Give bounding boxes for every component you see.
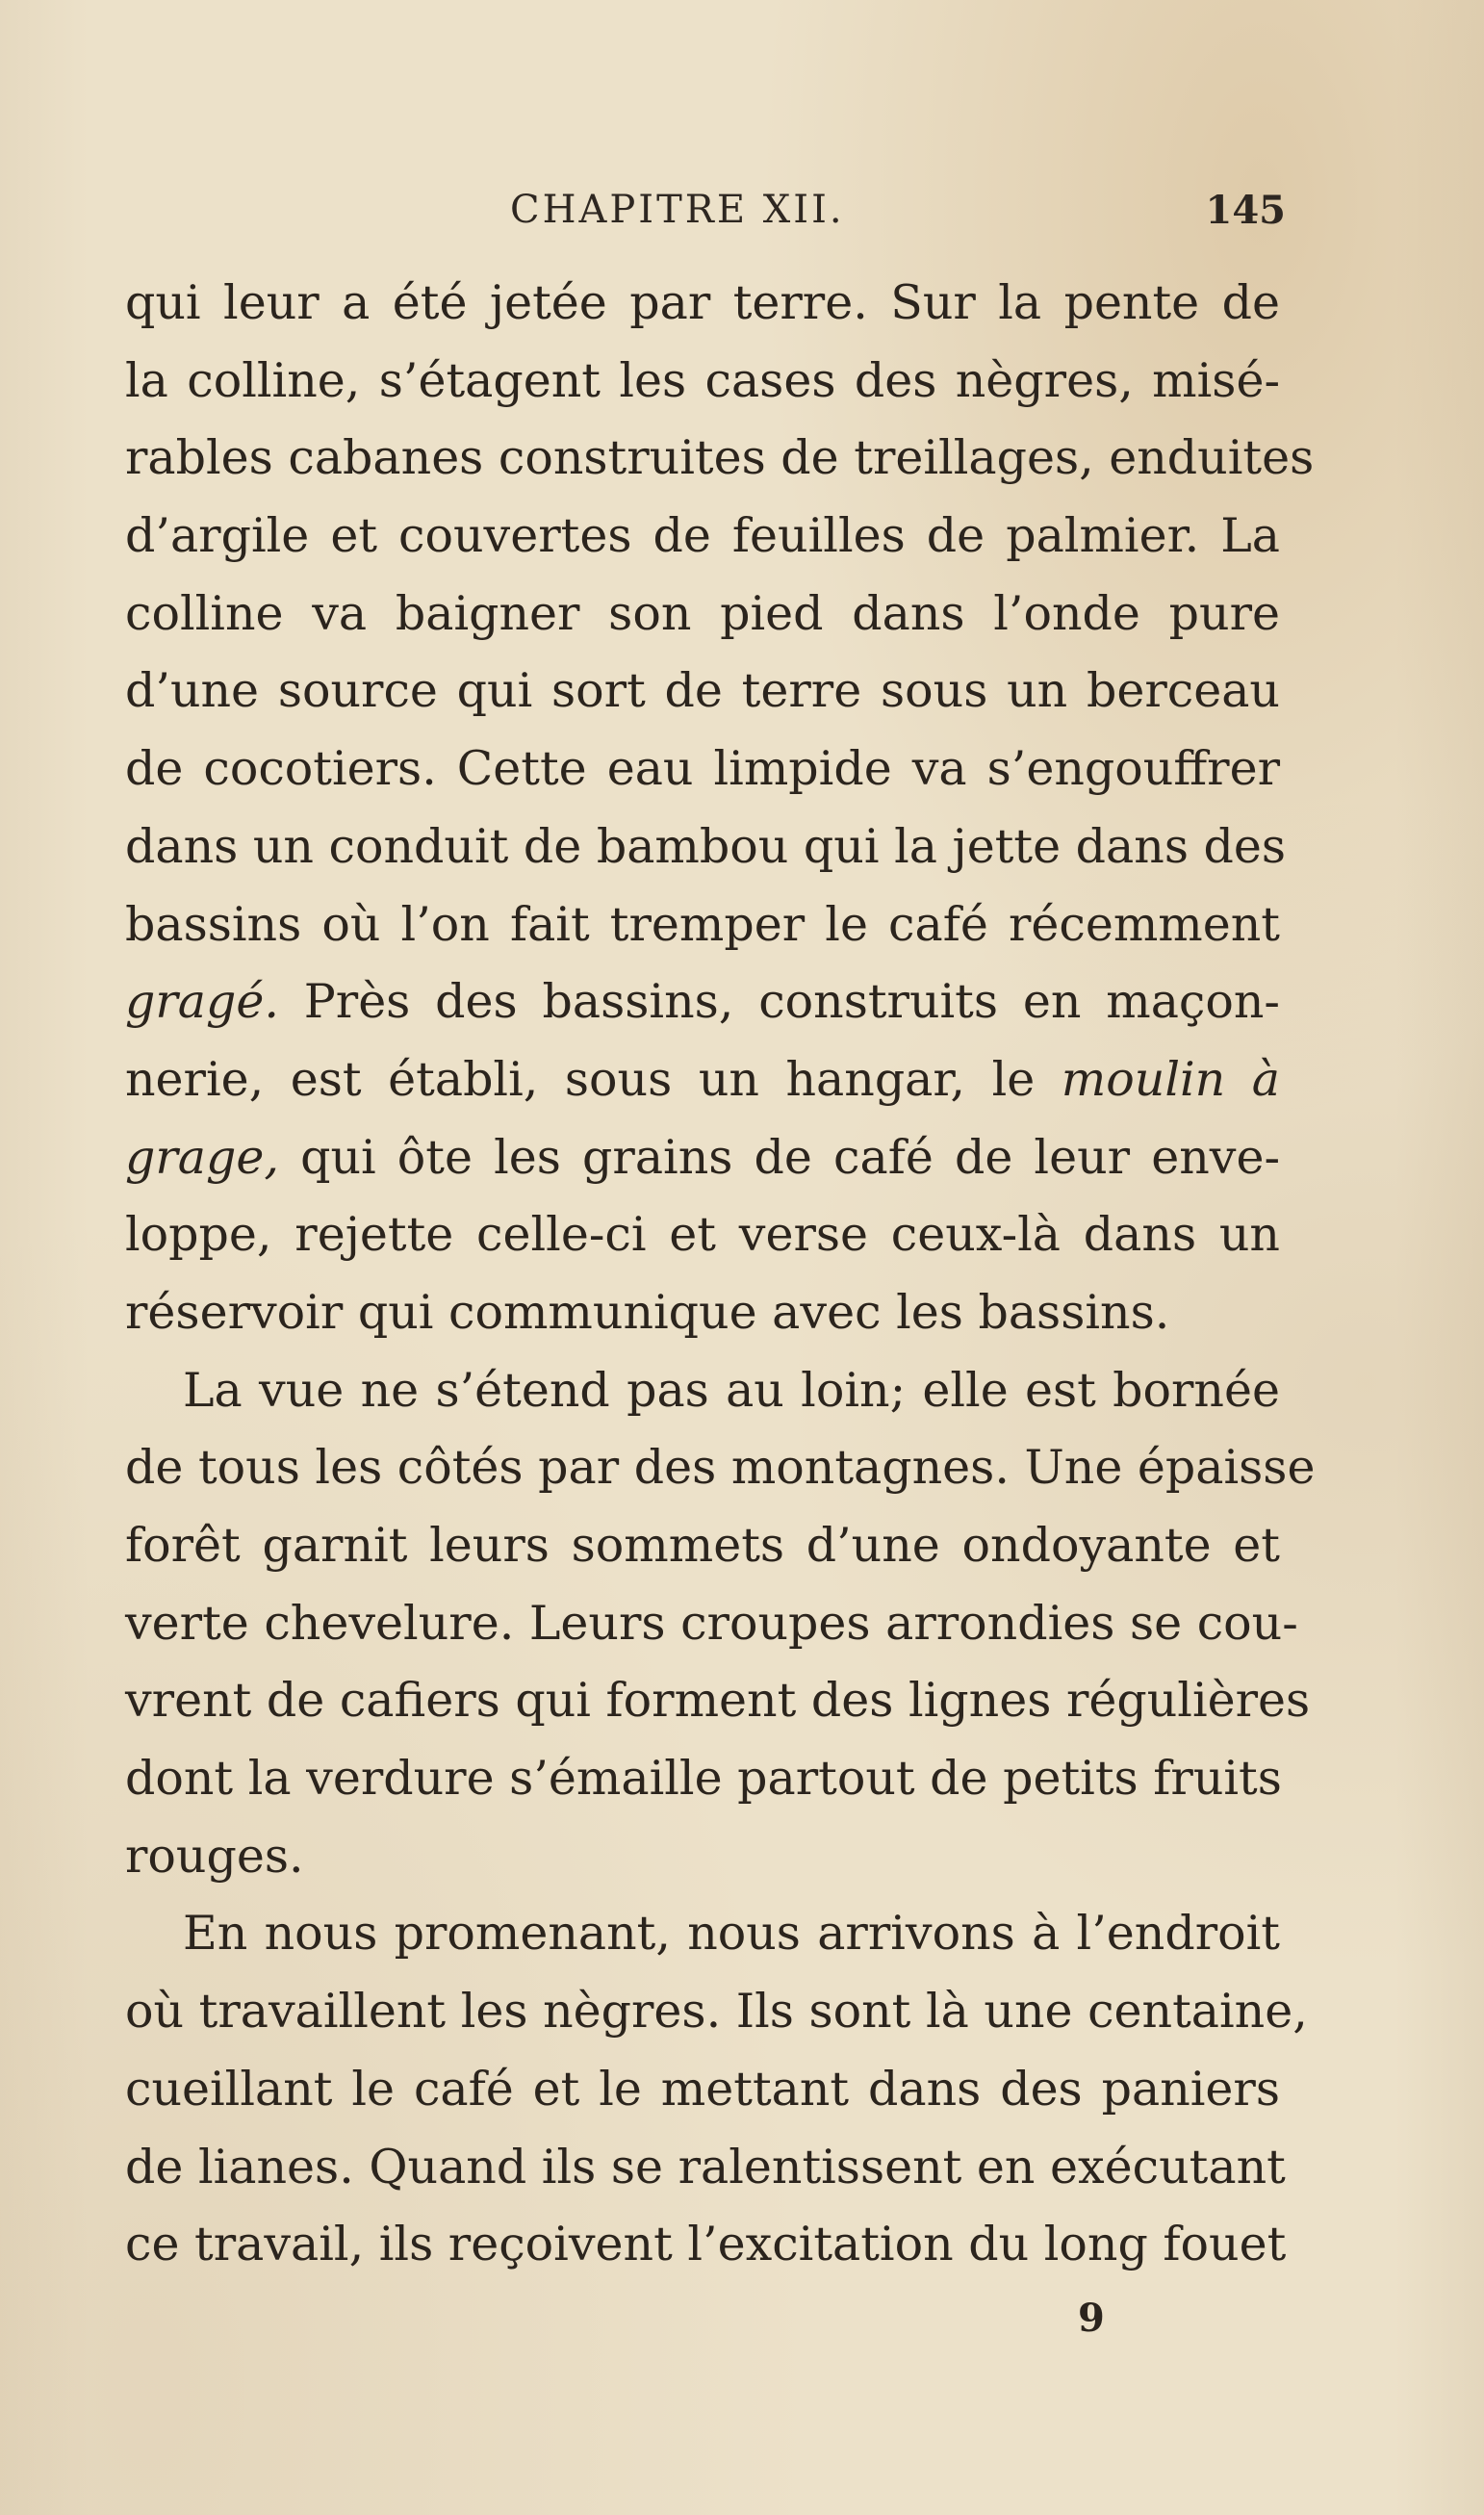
text-line <box>125 1119 1280 1197</box>
text-line: qui leur a été jetée par terre. Sur la pente de <box>125 275 1280 330</box>
text-line: la colline, s’étagent les cases des nègres, misé- <box>125 352 1280 408</box>
text-line: où travaillent les nègres. Ils sont là une centaine, <box>125 1984 1308 2040</box>
text-line: cueillant le café et le mettant dans des paniers <box>125 2061 1280 2117</box>
text-line: ce travail, ils reçoivent l’excitation du long fouet <box>125 2217 1287 2272</box>
text-line: d’argile et couvertes de feuilles de palmier. La <box>125 508 1280 564</box>
line-segment: Près des bassins, construits en maçon- <box>278 974 1280 1030</box>
text-line: colline va baigner son pied dans l’onde pure <box>125 585 1280 641</box>
text-line: dans un conduit de bambou qui la jette dans des <box>125 818 1287 874</box>
text-line: de lianes. Quand ils se ralentissent en exécutant <box>125 2139 1286 2194</box>
text-line: réservoir qui communique avec les bassins. <box>125 1284 1170 1340</box>
body-text <box>125 265 1316 2284</box>
running-head <box>125 188 1286 245</box>
text-line: bassins où l’on fait tremper le café récemment <box>125 896 1280 952</box>
text-line: forêt garnit leurs sommets d’une ondoyante et <box>125 1518 1280 1573</box>
text-line: loppe, rejette celle-ci et verse ceux-là dans un <box>125 1207 1280 1263</box>
italic-term: grage, <box>125 1129 279 1185</box>
text-line <box>125 963 1280 1041</box>
signature-mark: 9 <box>1078 2296 1105 2341</box>
text-line: rables cabanes construites de treillages, enduites <box>125 430 1315 486</box>
page-number: 145 <box>1205 188 1286 233</box>
text-line: de tous les côtés par des montagnes. Une épaisse <box>125 1440 1316 1496</box>
text-line: verte chevelure. Leurs croupes arrondies se cou- <box>125 1595 1298 1651</box>
text-line: dont la verdure s’émaille partout de petits fruits <box>125 1751 1282 1807</box>
text-line: rouges. <box>125 1828 304 1884</box>
italic-term: gragé. <box>125 974 279 1030</box>
text-line: de cocotiers. Cette eau limpide va s’engouffrer <box>125 741 1280 797</box>
italic-term: moulin à <box>1061 1051 1280 1107</box>
text-line: vrent de cafiers qui forment des lignes régulières <box>125 1673 1311 1729</box>
text-line <box>125 1041 1280 1119</box>
line-segment: nerie, est établi, sous un hangar, le <box>125 1051 1062 1107</box>
text-line: La vue ne s’étend pas au loin; elle est bornée <box>183 1362 1280 1418</box>
line-segment: qui ôte les grains de café de leur enve- <box>278 1129 1280 1185</box>
text-line: En nous promenant, nous arrivons à l’endroit <box>183 1906 1280 1962</box>
chapter-title: CHAPITRE XII. <box>510 188 845 232</box>
text-line: d’une source qui sort de terre sous un berceau <box>125 663 1280 719</box>
